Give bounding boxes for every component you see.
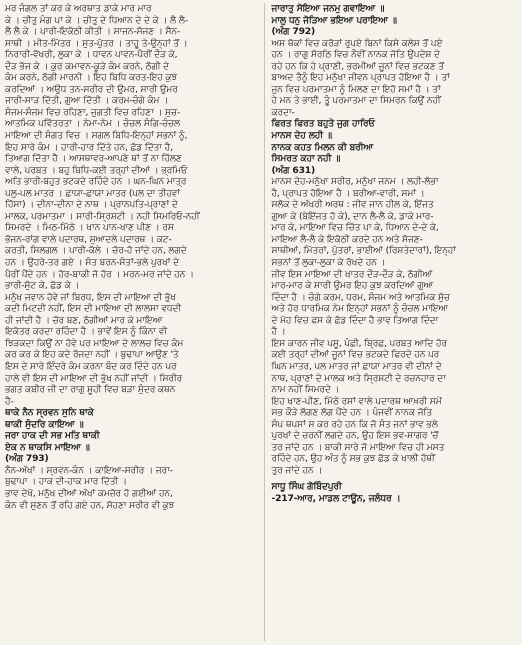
- text-line: ਜੁਨ ਵਿਚ ਪਰਮਾਤਮਾ ਨੂੰ ਮਿਲਣ ਦਾ ਇਹੋ ਸਮਾਂ ਹੈ । ਤਾਂ: [271, 83, 441, 95]
- verse-line: ਮਾਨਸ ਦੇਹ ਲਹੀ ॥: [271, 130, 332, 142]
- text-line: ਹਨ । ਉਹਰੇ-ਤਰ ਗਏ । ਸੰਤ ਬਰਨ-ਸੰਤਾਂ-ਭਲੇ ਪੁਰਖਾਂ ਦੇ: [5, 257, 179, 269]
- text-line: ਇਸ ਕਾਰਨ ਜੀਵ ਪਸੂ, ਪੰਛੀ, ਬ੍ਰਿਛ, ਪਰਬਤ ਆਦਿ ਹੋਰ: [271, 337, 447, 349]
- text-line: ਹਾਲੇ ਵੀ ਇਸ ਦੀ ਮਾਇਆ ਦੀ ਭੁੱਖ ਨਹੀਂ ਜਾਂਦੀ । ਸਿਰੀਰ: [5, 372, 183, 384]
- text-line: ਦੌੜ ਭੱਜ ਕੇ । ਕੁਰ ਕਮਾਵਨ-ਕੂੜੇ ਕੰਮ ਕਰਨੇ, ਠੱਗੀ ਦੇ: [5, 60, 170, 72]
- text-line: ਸੰਜਮ-ਸੰਜਮ ਵਿਚ ਰਹਿਣਾ, ਜੁਗਤੀ ਵਿਚ ਰਹਿਣਾ । ਸੁਚ-: [5, 106, 181, 118]
- text-line: ਜਾਰੀ-ਸਾੜ ਦਿੱਤੀ, ਗੁਆ ਦਿੱਤੀ । ਕਰਮ-ਚੰਗੇ ਕੰਮ ।: [5, 95, 169, 107]
- text-line: ਕਰਦਿਆਂ । ਅਉਧ ਤਨ-ਸਰੀਰ ਦੀ ਉਮਰ, ਸਾਰੀ ਉਮਰ: [5, 83, 178, 95]
- verse-line: ਮਾਲੁ ਧਨੁ ਜੋੜਿਆ ਭਇਆ ਪਰਾਇਆ ॥: [271, 14, 397, 26]
- text-line: ਕਈ ਤਰ੍ਹਾਂ ਦੀਆਂ ਜੂਨਾਂ ਵਿਚ ਭਟਕਦੇ ਫਿਰਦੇ ਹਨ ਪਰ: [271, 349, 440, 361]
- text-line: ਭੋਜਨ-ਰਾਂਗ ਵਾਲੇ ਪਦਾਰਥ, ਸੁਆਦਲੇ ਪਦਾਰਥ । ਕਟ-: [5, 233, 172, 245]
- text-line: ਕਰ ਕਰ ਕੇ ਇਹ ਕਦੇ ਰੱਜਦਾ ਨਹੀਂ । ਬੁਢਾਪਾ ਆਉਣ 'ਤੇ: [5, 349, 179, 361]
- verse-line: ਏਕ ਨ ਥਾਕਸਿ ਮਾਇਆ ॥: [5, 441, 90, 453]
- text-line: ਸਾਥੀ । ਮੀਤ-ਮਿੱਤਰ । ਸੁਤ-ਪੁੱਤਰ । ਤਾਹੂ ਤੇ-ਉਨ੍ਹਾਂ ਤੋਂ ।: [5, 37, 188, 49]
- text-line: ਮਾਰ ਕੇ, ਮਾਇਆ ਵਿਚ ਚਿੱਤ ਪਾ ਕੇ, ਧਿਆਨ ਦੇ-ਦੇ ਕੇ,: [271, 222, 439, 234]
- text-line: ਅਤਿ ਭਾਰੀ-ਬਹੁਤ ਭਟਕਦੇ ਰਹਿੰਦੇ ਹਨ । ਘਨ-ਘਿਨ ਮਾਤ੍ਰ: [5, 176, 187, 188]
- text-line: ਤਿਆਗ ਦਿੱਤਾ ਹੈ । ਆਸਥਾਵਰ-ਆਪਣੇ ਥਾਂ ਤੋਂ ਨਾ ਹਿੱਲਣ: [5, 153, 182, 165]
- text-line: ਇਹ ਖਾਣ-ਪੀਣ, ਮਿੱਠੇ ਰਸਾਂ ਵਾਲੇ ਪਦਾਰਥ ਆਖ਼ਰੀ ਸਮੇਂ: [271, 395, 442, 407]
- text-line: ਸਭਨਾਂ ਤੋਂ ਲੁਕਾ-ਲੁਕਾ ਕੇ ਰੱਖਦੇ ਹਨ ।: [271, 257, 386, 269]
- text-line: ਜੀਵ ਇਸ ਮਾਇਆ ਦੀ ਖਾਤਰ ਦੌੜ-ਦੌੜ ਕੇ, ਠੱਗੀਆਂ: [271, 268, 433, 280]
- text-line: ਮਾਰ-ਮਾਰ ਕੇ ਸਾਰੀ ਉਮਰ ਇਹ ਕੁਝ ਕਰਦਿਆਂ ਗੁਆ: [271, 280, 434, 292]
- verse-line: ਫਿਰਤ ਫਿਰਤ ਬਹੁਤੇ ਜੁਗ ਹਾਰਿਓ: [271, 118, 375, 130]
- text-line: ਕਰਤੀ, ਸਿਲਗਲ । ਪਾਰੀ-ਕੱਲੇ । ਚੋਰ-ਹੋ ਜਾਂਦੇ ਹਨ, ਲਗਦੇ: [5, 245, 187, 257]
- text-line: ਅਤੇ ਹੋਰ ਧਾਰਮਿਕ ਨੇਮ ਇਨ੍ਹਾਂ ਸਭਨਾਂ ਨੂੰ ਚੰਚਲ ਮਾਇਆ: [271, 303, 449, 315]
- text-line: ਪੁਰਖਾਂ ਦੇ ਚਰਨੀਂ ਲਗਦੇ ਹਨ, ਉਹ ਇਸ ਭਵ-ਸਾਗਰ 'ਚੋਂ: [271, 430, 439, 442]
- verse-line: (ਅੰਗ 631): [271, 164, 315, 176]
- text-line: ਘਿਨ ਮਾਤਰ, ਪਲ ਮਾਤਰ ਜਾਂ ਛਾਯਾ ਮਾਤਰ ਵੀ ਦੀਨਾਂ ਦੇ: [271, 360, 442, 372]
- verse-line: ਥਾਕੇ ਨੈਨ ਸ੍ਰਵਨ ਸੁਨਿ ਥਾਕੇ: [5, 407, 94, 419]
- text-line: ਵਾਲੇ, ਪਰਬਤ । ਬਹੁ ਬਿਧਿ-ਕਈ ਤਰ੍ਹਾਂ ਦੀਆਂ । ਭ੍ਰਮਿਓ: [5, 164, 188, 176]
- text-line: ਭਗਤ ਕਬੀਰ ਜੀ ਦਾ ਰਾਗੁ ਸੂਹੀ ਵਿਚ ਬੜਾ ਸੁੰਦਰ ਕਥਨ: [5, 384, 176, 396]
- text-line: ਸਭ ਕੌੜੇ ਲੱਗਣ ਲੱਗ ਪੈਂਦੇ ਹਨ । ਪੰਜਵੀਂ ਨਾਨਕ ਜੋਤਿ: [271, 407, 433, 419]
- text-line: ਦੇ ਮੋਹ ਵਿਚ ਫਸ ਕੇ ਛੱਡ ਦਿੰਦਾ ਹੈ ਭਾਵ ਤਿਆਗ ਦਿੰਦਾ: [271, 314, 439, 326]
- text-line: ਝਿੜਕਦਾ ਕਿਉਂ ਨਾ ਹੋਵੇ ਪਰ ਮਾਇਆ ਦੇ ਲਾਲਚ ਵਿਚ ਕੰਮ: [5, 337, 184, 349]
- text-line: ਆਤਮਿਕ ਪਵਿੱਤਰਤਾ । ਨੇਮਾ-ਨੇਮ । ਚੰਚਲ ਸੰਗਿ-ਚੰਚਲ: [5, 118, 181, 130]
- verse-line: -217-ਆਰ, ਮਾਡਲ ਟਾਊਨ, ਜਲੰਧਰ ।: [271, 492, 401, 504]
- text-line: ਹੈ, ਪ੍ਰਾਪਤ ਹੋਇਆ ਹੈ । ਬਰੀਆ-ਵਾਰੀ, ਸਮਾਂ ।: [271, 187, 425, 199]
- text-line: ਭਾਰੀ-ਸੁੱਟ ਕੇ, ਛੱਡ ਕੇ ।: [5, 280, 80, 292]
- text-line: ਹੀ ਜਾਂਦੀ ਹੈ । ਚੋਰ ਬਣ, ਠੱਗੀਆਂ ਮਾਰ ਕੇ ਮਾਇਆ: [5, 314, 163, 326]
- text-line: ਤੁਰ ਜਾਂਦੇ ਹਨ ।: [271, 464, 323, 476]
- text-line: ਭਾਵ ਦੇਖੋ, ਮਨੁੱਖ ਦੀਆਂ ਅੱਖਾਂ ਕਮਜ਼ੋਰ ਹੋ ਗਈਆਂ ਹਨ,: [5, 487, 173, 499]
- verse-line: (ਅੰਗ 792): [271, 26, 315, 38]
- text-line: ਇਹ ਸਾਰੇ ਕੰਮ । ਹਾਰੀ-ਹਾਰ ਦਿੱਤੇ ਹਨ, ਛੱਡ ਦਿੱਤਾ ਹੈ,: [5, 141, 173, 153]
- text-line: ਕੇ । ਚੀਤੁ ਮੰਗ ਪਾ ਕੇ । ਚੀਤੁ ਦੇ ਧਿਆਨ ਦੇ ਦੇ ਕੇ । ਲੈ ਲੈ-: [5, 14, 188, 26]
- text-line: ਸਲੋਕ ਦੇ ਅੱਖਰੀ ਅਰਥ : ਜੀਵ ਜਾਨ ਹੀਲ ਕੇ, ਇੱਜਤ: [271, 199, 434, 211]
- text-line: ਮਰ ਜੰਗਲ ਤਾਂ ਕਰ ਕੇ ਅਰਥਾਤ ਡਾਕੇ ਮਾਰ ਮਾਰ: [5, 3, 152, 14]
- verse-line: ਥਾਕੀ ਸੁੰਦਰਿ ਕਾਇਆ ॥: [5, 418, 84, 430]
- text-line: ਮਾਇਆ ਲੈ-ਲੈ ਕੇ ਇਕੱਠੀ ਕਰਦੇ ਹਨ ਅਤੇ ਸੱਜਣ-: [271, 233, 423, 245]
- text-line: ਨਾਥ, ਪ੍ਰਾਣਾਂ ਦੇ ਮਾਲਕ ਅਤੇ ਸ੍ਰਿਸ਼ਟੀ ਦੇ ਰਚਨਹਾਰ ਦਾ: [271, 372, 446, 384]
- verse-line: ਜਾਰਾਤੁ ਸੋਇਆ ਜਨਮੁ ਗਵਾਇਆ ॥: [271, 3, 385, 14]
- left-text-column: [5, 3, 255, 641]
- text-line: ਕਰਦਾ-: [271, 106, 295, 118]
- text-line: ਤਰ ਜਾਂਦੇ ਹਨ । ਬਾਕੀ ਸਾਰੇ ਜੋ ਮਾਇਆ ਵਿਚ ਹੀ ਮਸਤ: [271, 441, 445, 453]
- text-line: ਰਹੇ ਹਨ ਕਿ ਹੇ ਪ੍ਰਾਣੀ, ਭਰਮੀਆਂ ਜੂਨਾਂ ਵਿਚ ਭਟਕਣ ਤੋਂ: [271, 60, 444, 72]
- text-line: ਹੇ ਮਨ ਤੇ ਭਾਈ, ਤੂੰ ਪਰਮਾਤਮਾ ਦਾ ਸਿਮਰਨ ਕਿਉਂ ਨਹੀਂ: [271, 95, 441, 107]
- text-line: ਸੰਪ ਥਪਸਾਂ ਸ ਕਰ ਰਹੇ ਹਨ ਕਿ ਜੋ ਸੰਤ ਜਨਾਂ ਭਾਵ ਭਲੇ: [271, 418, 438, 430]
- verse-line: ਸਾਧੂ ਸਿੰਘ ਗੋਬਿੰਦਪੁਰੀ: [271, 481, 342, 493]
- verse-line: ਨਾਨਕ ਕਹਤ ਮਿਲਨ ਕੀ ਬਰੀਆ: [271, 141, 374, 153]
- verse-line: (ਅੰਗ 793): [5, 453, 49, 465]
- text-line: ਕੰਨ ਵੀ ਸੁਣਨ ਤੋਂ ਰਹਿ ਗਏ ਹਨ, ਸੋਹਣਾ ਸਰੀਰ ਵੀ ਕੁਝ: [5, 499, 175, 511]
- text-line: ਹੈ ।: [271, 326, 286, 338]
- verse-line: ਸਿਮਰਤ ਕਹਾ ਨਹੀ ॥: [271, 153, 341, 165]
- verse-line: ਜਰਾ ਹਾਕ ਦੀ ਸਭ ਮਤਿ ਥਾਕੀ: [5, 430, 100, 442]
- text-line: ਪੈਰੀਂ ਪੈਂਦੇ ਹਨ । ਹੋਰ-ਬਾਕੀ ਜੋ ਹੋਰ । ਮਰਨ-ਮਰ ਜਾਂਦੇ ਹਨ ।: [5, 268, 194, 280]
- text-line: ਇਸ ਦੇ ਸਾਰੇ ਇੰਦਰੇ ਕੰਮ ਕਰਨਾ ਬੰਦ ਕਰ ਦਿੰਦੇ ਹਨ ਪਰ: [5, 360, 177, 372]
- text-line: ਦਿੰਦਾ ਹੈ । ਚੰਗੇ ਕਰਮ, ਧਰਮ, ਸੰਜਮ ਅਤੇ ਆਤਮਿਕ ਸੁੱਚ: [271, 291, 450, 303]
- text-line: ਬਾਅਦ ਤੈਨੂੰ ਇਹ ਮਨੁੱਖਾ ਜੀਵਨ ਪ੍ਰਾਪਤ ਹੋਇਆ ਹੈ । ਤਾਂ: [271, 72, 450, 84]
- text-line: ਹਿੱਸਾ) । ਦੀਨਾ-ਦੀਨਾ ਦੇ ਨਾਥ । ਪ੍ਰਾਨਪਤਿ-ਪ੍ਰਾਣਾਂ ਦੇ: [5, 199, 178, 211]
- text-line: ਸਿਮਰਦੇ । ਮਿਠ-ਮਿੱਠੇ । ਖਾਨ ਪਾਨ-ਖਾਣ ਪੀਣ । ਰਸ: [5, 222, 174, 234]
- right-text-column: [264, 3, 518, 641]
- text-line: ਨਾਮ ਨਹੀਂ ਸਿਮਰਦੇ ।: [271, 384, 340, 396]
- text-line: ਪਲੁ-ਪਲ ਮਾਤਰ । ਛਾਯਾ-ਛਾਯਾ ਮਾਤਰ (ਪਲ ਦਾ ਤੀਹਵਾਂ: [5, 187, 180, 199]
- text-line: ਹੈ-: [5, 395, 14, 407]
- text-line: ਕਦੀ ਮਿਟਦੀ ਨਹੀਂ, ਇਸ ਦੀ ਮਾਇਆ ਦੀ ਲਾਲਸਾ ਵਧਦੀ: [5, 303, 182, 315]
- text-line: ਨਿਰਾਰੀ-ਵੱਖਰੀ, ਲੁਕਾ ਕੇ । ਧਾਵਨ ਪਾਵਨ-ਪੈਰੀਂ ਦੌੜ ਕੇ,: [5, 49, 178, 61]
- text-line: ਲੈ ਲੈ ਕੇ । ਪਾਰੀ-ਇਕੱਠੀ ਕੀਤੀ । ਸਾਜਨ-ਸੱਜਣ । ਸੈਨ-: [5, 26, 181, 38]
- text-line: ਕੰਮ ਕਰਨੇ, ਠੱਗੀ ਮਾਰਨੀ । ਇਹ ਬਿਧਿ ਕਰਤ-ਇਹ ਕੁਝ: [5, 72, 178, 84]
- text-line: ਮਨੁੱਖ ਜਵਾਨ ਹੋਵੇ ਜਾਂ ਬਿਰਧ, ਇਸ ਦੀ ਮਾਇਆ ਦੀ ਭੁੱਖ: [5, 291, 176, 303]
- text-line: ਮਾਇਆ ਦੀ ਸੰਗਤ ਵਿਚ । ਸਗਲ ਬਿਧਿ-ਇਨ੍ਹਾਂ ਸਭਨਾਂ ਨੂੰ,: [5, 130, 188, 142]
- text-line: ਅਸ ਥੋਕਾਂ ਵਿਚ ਕਰੋੜਾਂ ਰੁਪਏ ਬਿਨਾਂ ਕਿਸੇ ਕਲੇਸ਼ ਤੋਂ ਪਏ: [271, 37, 443, 49]
- text-line: ਰਹਿੰਦੇ ਹਨ, ਉਹ ਅੰਤ ਨੂੰ ਸਭ ਕੁਝ ਛੱਡ ਕੇ ਖਾਲੀ ਹੱਥੀਂ: [271, 453, 435, 465]
- text-line: ਇਕੱਤਰ ਕਰਦਾ ਰਹਿੰਦਾ ਹੈ । ਭਾਵੇਂ ਇਸ ਨੂੰ ਕਿੰਨਾ ਵੀ: [5, 326, 168, 338]
- text-line: ਨੈਨ-ਅੱਖਾਂ । ਸ੍ਰਵਨ-ਕੰਨ । ਕਾਇਆ-ਸਰੀਰ । ਜਰਾ-: [5, 464, 173, 476]
- text-line: ਮਾਲਕ, ਪਰਮਾਤਮਾ । ਸਾਰੀ-ਸ੍ਰਿਸ਼ਟੀ । ਨਹੀ ਸਿਮਰਿਓ-ਨਹੀਂ: [5, 210, 200, 222]
- text-line: ਹਨ । ਰਾਗੁ ਸੋਰਠਿ ਵਿਚ ਨੌਵੀਂ ਨਾਨਕ ਜੋਤਿ ਉਪਦੇਸ਼ ਦੇ: [271, 49, 440, 61]
- text-line: ਸਾਥੀਆਂ, ਮਿੱਤਰਾਂ, ਪੁੱਤਰਾਂ, ਭਾਈਆਂ (ਰਿਸ਼ਤੇਦਾਰਾਂ), ਇਨ੍ਹਾਂ: [271, 245, 456, 257]
- text-line: ਬੁਢਾਪਾ । ਹਾਕ ਦੀ-ਹਾਕ ਮਾਰ ਦਿੱਤੀ ।: [5, 476, 127, 488]
- text-line: ਗੁਆ ਕੇ (ਬੇਇੱਜਤ ਹੋ ਕੇ), ਦਾਨ ਲੈ-ਲੈ ਕੇ, ਡਾਕੇ ਮਾਰ-: [271, 210, 434, 222]
- text-line: ਮਾਨਸ ਦੇਹ-ਮਨੁੱਖਾ ਸਰੀਰ, ਮਨੁੱਖਾ ਜਨਮ । ਲਹੀ-ਲੱਭਾ: [271, 176, 439, 188]
